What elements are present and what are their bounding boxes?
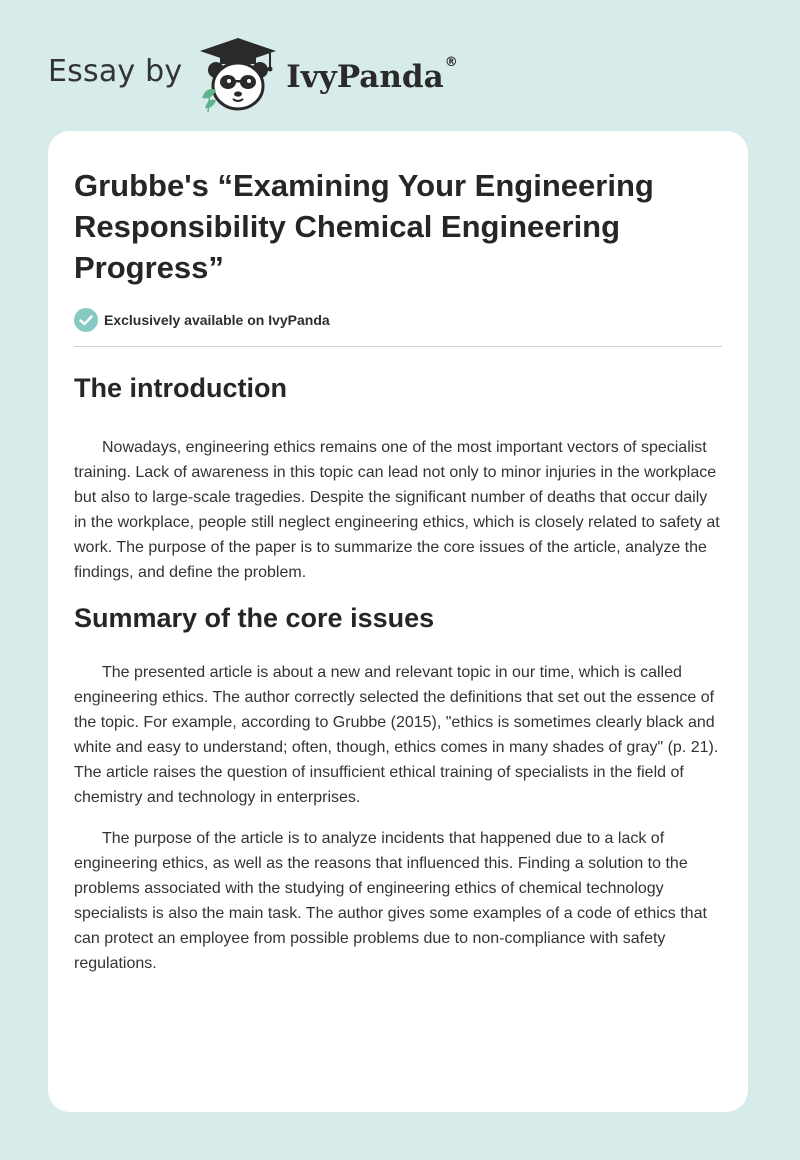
section-heading-summary: Summary of the core issues	[74, 603, 435, 633]
title-divider	[74, 346, 722, 347]
exclusive-badge-text: Exclusively available on IvyPanda	[104, 312, 330, 328]
essay-title: Grubbe's “Examining Your Engineering Responsibility Chemical Engineering Progress”	[74, 168, 654, 285]
section-heading-introduction: The introduction	[74, 373, 287, 403]
panda-graduate-icon	[196, 34, 280, 114]
check-circle-icon	[74, 308, 98, 332]
summary-paragraph-2: The purpose of the article is to analyze incidents that happened due to a lack of engineering ethics, as well as the reasons that influenced this. Finding a solution to the problems associated with the studying of engineering ethics of chemical technology specialists is also the main task. The author gives some examples of a code of ethics that can protect an employee from possible problems due to non-compliance with safety regulations.	[74, 830, 707, 972]
brand-name: IvyPanda®	[286, 55, 458, 95]
essay-card	[48, 131, 748, 1112]
brand-prefix: Essay by	[48, 53, 183, 89]
brand-header[interactable]	[48, 34, 458, 114]
exclusive-badge	[74, 308, 722, 332]
intro-paragraph: Nowadays, engineering ethics remains one of the most important vectors of specialist training. Lack of awareness in this topic can lead not only to minor injuries in the workplace but also to large-scale tragedies. Despite the significant number of deaths that occur daily in the workplace, people still neglect engineering ethics, which is closely related to safety at work. The purpose of the paper is to summarize the core issues of the article, analyze the findings, and define the problem.	[74, 439, 720, 581]
summary-paragraph-1: The presented article is about a new and relevant topic in our time, which is called engineering ethics. The author correctly selected the definitions that set out the essence of the topic. For example, according to Grubbe (2015), "ethics is sometimes clearly black and white and easy to understand; often, though, ethics comes in many shades of gray" (p. 21). The article raises the question of insufficient ethical training of specialists in the field of chemistry and technology in enterprises.	[74, 664, 719, 806]
